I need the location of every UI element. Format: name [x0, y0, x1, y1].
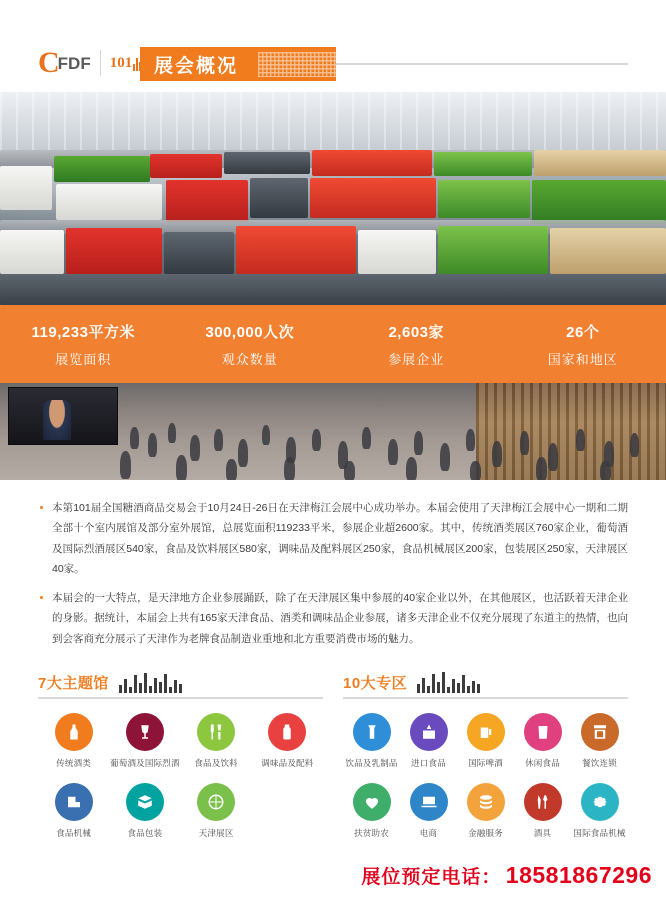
- wine-glass-icon: [126, 713, 164, 751]
- crowd-figure: [440, 443, 450, 471]
- background-booth-wall: [476, 383, 666, 480]
- booth: [66, 228, 162, 274]
- food-drink-icon: [197, 713, 235, 751]
- gear-icon: [581, 783, 619, 821]
- sauce-icon: [268, 713, 306, 751]
- zone-label: 电商: [419, 828, 438, 839]
- crowd-figure: [190, 435, 200, 461]
- stat-item: [333, 321, 500, 368]
- page-header: [0, 0, 666, 92]
- coins-icon: [467, 783, 505, 821]
- booking-phone[interactable]: 18581867296: [505, 862, 652, 888]
- expo-bars-icon: [119, 671, 184, 693]
- zone-row: [343, 783, 628, 839]
- page-title: 展会概况: [154, 55, 239, 77]
- crowd-figure: [630, 433, 639, 457]
- expo-bars-icon: [417, 671, 482, 693]
- pavilion-item-food-beverage[interactable]: [181, 713, 252, 769]
- crowd-figure: [466, 429, 475, 451]
- zone-label: 国际啤酒: [468, 758, 503, 769]
- stat-value: 2,603家: [388, 323, 445, 341]
- crowd-figure: [176, 455, 187, 480]
- restaurant-icon: [581, 713, 619, 751]
- booth: [164, 232, 234, 274]
- zones-section-header: [343, 665, 628, 699]
- pavilion-label: 葡萄酒及国际烈酒: [110, 758, 180, 769]
- expo-hall-photo: [0, 92, 666, 305]
- crowd-figure: [312, 429, 321, 451]
- pavilion-label: 食品包装: [127, 828, 163, 839]
- stat-value: 26个: [566, 323, 600, 341]
- logo-mark: C: [38, 46, 58, 79]
- booth: [532, 180, 666, 224]
- booth: [236, 226, 356, 274]
- crowd-figure: [414, 431, 423, 455]
- pavilion-label: 天津展区: [198, 828, 234, 839]
- stat-label: 展览面积: [55, 351, 112, 367]
- pavilion-item-condiments[interactable]: [252, 713, 323, 769]
- booth: [312, 150, 432, 176]
- pavilion-label: 调味品及配料: [261, 758, 314, 769]
- pavilion-item-food-packaging[interactable]: [109, 783, 180, 839]
- pavilions-section-header: [38, 665, 323, 699]
- machine-icon: [55, 783, 93, 821]
- booth: [438, 226, 548, 274]
- pavilion-item-food-machinery[interactable]: [38, 783, 109, 839]
- zone-label: 休闲食品: [525, 758, 560, 769]
- pavilion-item-wine-spirits[interactable]: [109, 713, 180, 769]
- logo-edition-number: 101: [109, 54, 133, 71]
- crowd-figure: [492, 441, 502, 467]
- pavilion-item-tianjin-zone[interactable]: [181, 783, 252, 839]
- stat-value: 119,233平方米: [31, 323, 135, 341]
- pavilion-row: [38, 713, 323, 769]
- category-icon-grids: [38, 713, 628, 853]
- zone-label: 进口食品: [411, 758, 446, 769]
- zone-item-poverty-alleviation[interactable]: [343, 783, 400, 839]
- booth: [358, 230, 436, 274]
- booth: [250, 178, 308, 218]
- section-rule: [38, 697, 323, 699]
- crowd-figure: [548, 443, 558, 471]
- milk-carton-icon: [353, 713, 391, 751]
- laptop-icon: [410, 783, 448, 821]
- booth: [0, 230, 64, 274]
- hall-ceiling: [0, 92, 666, 150]
- booth: [0, 166, 52, 210]
- booth: [150, 154, 222, 178]
- section-rule: [343, 697, 628, 699]
- pavilion-item-traditional-liquor[interactable]: [38, 713, 109, 769]
- zone-row: [343, 713, 628, 769]
- crowd-figure: [226, 459, 237, 480]
- crowd-figure: [470, 461, 481, 480]
- booth: [56, 184, 162, 220]
- booth: [550, 228, 666, 274]
- zone-label: 国际食品机械: [573, 828, 626, 839]
- zone-label: 扶贫助农: [354, 828, 389, 839]
- hall-floor: [0, 274, 666, 305]
- booth: [224, 152, 310, 174]
- crowd-figure: [520, 431, 529, 455]
- stats-bar: [0, 305, 666, 383]
- expo-photo-band: [0, 92, 666, 480]
- crowd-figure: [284, 457, 295, 480]
- zone-item-snacks[interactable]: [514, 713, 571, 769]
- booth: [166, 180, 248, 222]
- crowd-figure: [600, 461, 611, 480]
- booth: [434, 152, 532, 176]
- stat-item: [500, 321, 666, 368]
- package-icon: [126, 783, 164, 821]
- zone-label: 金融服务: [468, 828, 503, 839]
- pavilion-label: 食品及饮料: [194, 758, 238, 769]
- crowd-figure: [214, 429, 223, 451]
- stat-label: 观众数量: [221, 351, 278, 367]
- zone-item-financial-services[interactable]: [457, 783, 514, 839]
- crowd-figure: [362, 427, 371, 449]
- pavilion-label: 食品机械: [56, 828, 92, 839]
- crowd-figure: [388, 439, 398, 465]
- booking-label: 展位预定电话：: [361, 867, 502, 888]
- liquor-bottle-icon: [55, 713, 93, 751]
- stage-screen: [8, 387, 118, 445]
- booth: [438, 180, 530, 218]
- title-dot-pattern: [258, 52, 336, 77]
- crowd-figure: [148, 433, 157, 457]
- crowd-figure: [536, 457, 547, 480]
- zone-grid: [343, 713, 628, 853]
- expo-crowd-photo: [0, 383, 666, 480]
- logo-brand: FDF: [57, 54, 91, 73]
- section-heading: 7大主题馆: [38, 675, 109, 693]
- bullet-item: 本届会的一大特点，是天津地方企业参展踊跃，除了在天津展区集中参展的40家企业以外，在其他展区，也活跃着天津企业的身影。据统计，本届会上共有165家天津食品、酒类和调味品企业参展，诸多天津企业不仅充分展现了东道主的热情，也向到会客商充分展示了天津作为老牌食品制造业重地和北方重要消费市场的魅力。: [38, 588, 628, 649]
- section-heading: 10大专区: [343, 675, 408, 693]
- summary-text: [38, 498, 628, 649]
- booking-footer: [0, 862, 666, 889]
- stat-label: 国家和地区: [547, 351, 618, 367]
- zone-label: 酒具: [533, 828, 552, 839]
- crowd-figure: [262, 425, 270, 445]
- crowd-figure: [120, 451, 131, 479]
- logo: [38, 44, 149, 82]
- crowd-figure: [130, 427, 139, 449]
- booth: [534, 150, 666, 176]
- heart-hands-icon: [353, 783, 391, 821]
- zone-item-drinks-dairy[interactable]: [343, 713, 400, 769]
- bullet-item: 本第101届全国糖酒商品交易会于10月24日-26日在天津梅江会展中心成功举办。本届会使用了天津梅江会展中心一期和二期全部十个室内展馆及部分室外展馆，总展览面积119233平米，参展企业超2600家。其中，传统酒类展区760家企业，葡萄酒及国际烈酒展区540家，食品及饮料展区580家，调味品及配料展区250家，食品机械展区200家，包装展区250家，天津展区40家。: [38, 498, 628, 580]
- zone-item-international-beer[interactable]: [457, 713, 514, 769]
- crowd-figure: [406, 457, 417, 480]
- beer-mug-icon: [467, 713, 505, 751]
- section-headings: [38, 665, 628, 699]
- zone-label: 餐饮连锁: [582, 758, 617, 769]
- logo-divider: [100, 50, 101, 76]
- pavilion-grid: [38, 713, 323, 853]
- pavilion-label: 传统酒类: [56, 758, 92, 769]
- pavilion-item-empty: [252, 783, 323, 839]
- zone-item-drinkware[interactable]: [514, 783, 571, 839]
- crowd-figure: [344, 461, 355, 480]
- stat-item: [0, 321, 167, 368]
- title-rule: [336, 63, 628, 65]
- zone-item-restaurant-chain[interactable]: [571, 713, 628, 769]
- booth: [54, 156, 150, 182]
- crowd-figure: [576, 429, 585, 451]
- stat-item: [167, 321, 334, 368]
- stat-value: 300,000人次: [205, 323, 295, 341]
- booth: [310, 178, 436, 218]
- crowd-figure: [168, 423, 176, 443]
- zone-label: 饮品及乳制品: [345, 758, 398, 769]
- wine-tools-icon: [524, 783, 562, 821]
- crowd-figure: [238, 439, 248, 467]
- zone-item-ecommerce[interactable]: [400, 783, 457, 839]
- stat-label: 参展企业: [388, 351, 445, 367]
- import-icon: [410, 713, 448, 751]
- zone-item-international-machinery[interactable]: [571, 783, 628, 839]
- zone-item-imported-food[interactable]: [400, 713, 457, 769]
- logo-cfdf: [38, 48, 91, 78]
- tianjin-icon: [197, 783, 235, 821]
- snack-bag-icon: [524, 713, 562, 751]
- pavilion-row: [38, 783, 323, 839]
